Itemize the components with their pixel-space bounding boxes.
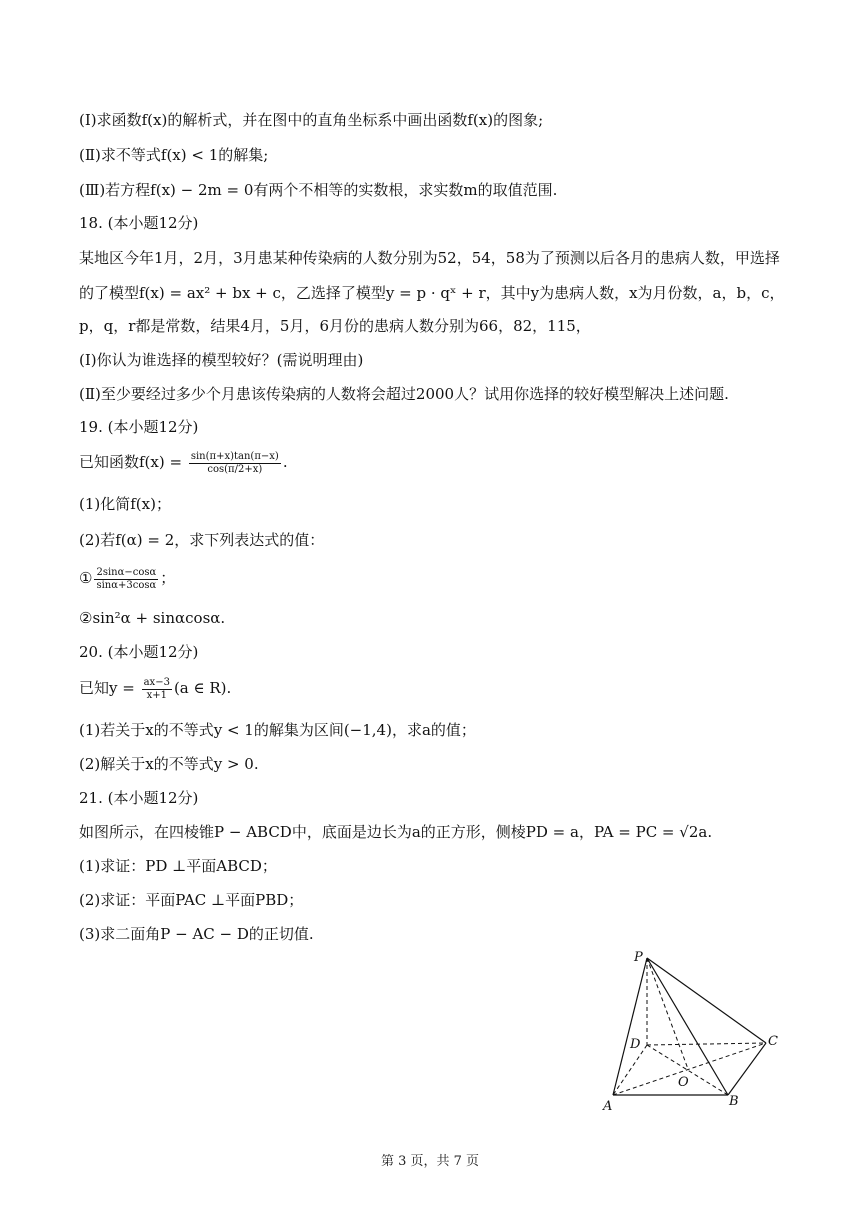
label-O: O: [678, 1075, 689, 1090]
question-19-part-2: (2)若f(α) = 2，求下列表达式的值：: [79, 531, 325, 549]
q19-fraction-numerator: sin(π+x)tan(π−x): [190, 450, 279, 462]
q20-given-prefix: 已知y =: [79, 679, 140, 697]
q20-fraction-numerator: ax−3: [143, 676, 170, 688]
label-D: D: [630, 1037, 641, 1052]
line-3: (Ⅲ)若方程f(x) − 2m = 0有两个不相等的实数根，求实数m的取值范围.: [79, 181, 558, 199]
question-20-part-1: (1)若关于x的不等式y < 1的解集为区间(−1,4)，求a的值；: [79, 721, 476, 739]
edge-BC: [728, 1043, 766, 1095]
q19-item1-prefix: ①: [79, 569, 93, 587]
q19-item1-suffix: ；: [160, 569, 176, 587]
question-18-paragraph-2: 的了模型f(x) = ax² + bx + c，乙选择了模型y = p · qˣ + r，其中y为患病人数，x为月份数，a，b，c，: [79, 284, 785, 302]
q19-fraction: [189, 451, 281, 476]
label-B: B: [729, 1094, 739, 1109]
label-C: C: [768, 1034, 778, 1049]
question-18-paragraph-3: p，q，r都是常数，结果4月，5月，6月份的患病人数分别为66，82，115，: [79, 317, 591, 335]
segment-PO: [647, 958, 688, 1069]
question-19-given: [79, 448, 288, 476]
q20-given-suffix: (a ∈ R).: [173, 679, 232, 697]
q20-fraction-denominator: x+1: [146, 689, 167, 701]
q19-fraction-denominator: cos(π/2+x): [207, 463, 263, 475]
q19-item1-fraction: [94, 567, 158, 592]
question-21-part-3: (3)求二面角P − AC − D的正切值.: [79, 925, 314, 943]
question-21-heading: 21. (本小题12分): [79, 789, 199, 807]
q19-given-prefix: 已知函数f(x) =: [79, 453, 187, 471]
question-21-part-2: (2)求证：平面PAC ⊥平面PBD；: [79, 891, 304, 909]
edge-DC: [647, 1043, 766, 1045]
question-21-part-1: (1)求证：PD ⊥平面ABCD；: [79, 857, 277, 875]
line-2: (Ⅱ)求不等式f(x) < 1的解集;: [79, 146, 269, 164]
question-18-heading: 18. (本小题12分): [79, 214, 199, 232]
question-19-heading: 19. (本小题12分): [79, 418, 199, 436]
question-20-part-2: (2)解关于x的不等式y > 0.: [79, 755, 259, 773]
question-20-given: [79, 674, 231, 702]
question-19-item-1: [79, 564, 175, 592]
pyramid-figure: [596, 945, 796, 1120]
question-19-part-1: (1)化简f(x)；: [79, 495, 171, 513]
question-21-paragraph: 如图所示，在四棱锥P − ABCD中，底面是边长为a的正方形，侧棱PD = a，PA = PC = √2a.: [79, 823, 713, 841]
edge-PC: [647, 958, 766, 1043]
question-20-heading: 20. (本小题12分): [79, 643, 199, 661]
q20-fraction: [142, 677, 172, 702]
q19-item1-numerator: 2sinα−cosα: [96, 566, 157, 578]
line-1: (Ⅰ)求函数f(x)的解析式，并在图中的直角坐标系中画出函数f(x)的图象;: [79, 111, 544, 129]
page-footer: 第 3 页，共 7 页: [380, 1154, 480, 1169]
question-18-paragraph-1: 某地区今年1月，2月，3月患某种传染病的人数分别为52，54，58为了预测以后各月的患病人数，甲选择: [79, 249, 780, 267]
q19-item1-denominator: sinα+3cosα: [96, 579, 157, 591]
question-19-item-2: ②sin²α + sinαcosα.: [79, 609, 226, 627]
question-18-part-ii: (Ⅱ)至少要经过多少个月患该传染病的人数将会超过2000人？试用你选择的较好模型解决上述问题.: [79, 385, 729, 403]
label-A: A: [603, 1099, 613, 1114]
edge-PA: [613, 958, 647, 1095]
q19-given-suffix: .: [282, 453, 288, 471]
edge-DA: [613, 1045, 647, 1095]
question-18-part-i: (Ⅰ)你认为谁选择的模型较好？(需说明理由): [79, 351, 364, 369]
label-P: P: [634, 950, 643, 965]
